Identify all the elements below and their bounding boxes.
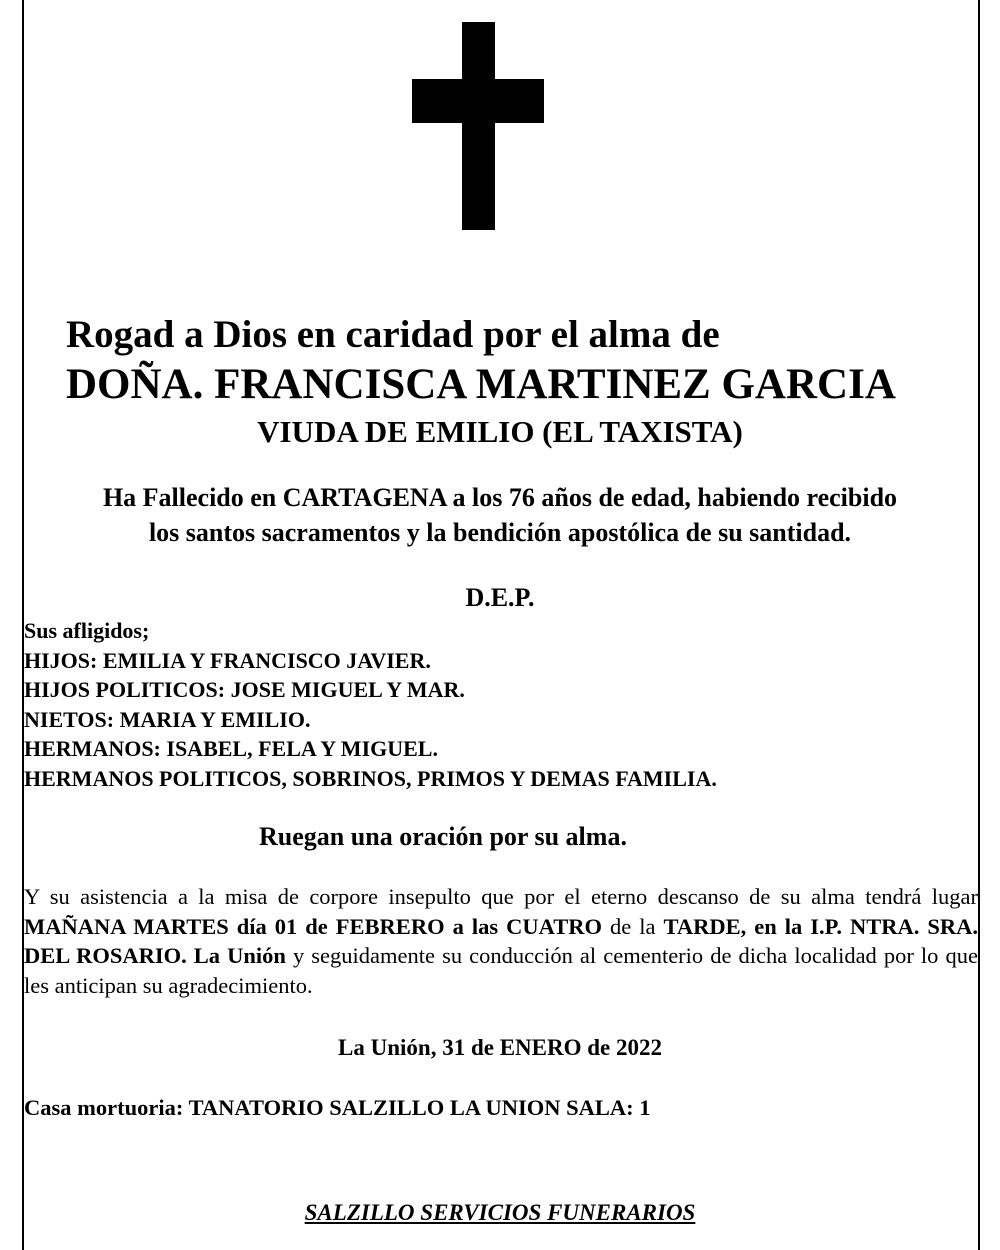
family-intro: Sus afligidos; — [24, 618, 150, 643]
death-notice-line-1: Ha Fallecido en CARTAGENA a los 76 años de edad, habiendo recibido — [102, 483, 898, 512]
cross-icon — [412, 22, 544, 230]
mass-text: y seguidamente su conducción al cementerio de dicha localidad por lo que les anticipan su agradecimiento. — [24, 943, 978, 998]
mass-paragraph — [24, 882, 978, 1000]
family-line: NIETOS: MARIA Y EMILIO. — [24, 706, 311, 732]
deceased-name: DOÑA. FRANCISCA MARTINEZ GARCIA — [66, 361, 896, 408]
family-line: HIJOS: EMILIA Y FRANCISCO JAVIER. — [24, 647, 431, 673]
family-line: HERMANOS: ISABEL, FELA Y MIGUEL. — [24, 736, 438, 761]
mass-location: TARDE, en la I.P. NTRA. SRA. DEL ROSARIO. La Unión — [24, 913, 978, 968]
deceased-subtitle: VIUDA DE EMILIO (EL TAXISTA) — [257, 414, 743, 449]
death-notice — [0, 480, 1000, 550]
death-notice-line-2: los santos sacramentos y la bendición apostólica de su santidad. — [148, 518, 852, 547]
notice-date: La Unión, 31 de ENERO de 2022 — [338, 1035, 662, 1060]
family-line: HERMANOS POLITICOS, SOBRINOS, PRIMOS Y DEMAS FAMILIA. — [24, 765, 717, 791]
funeral-services-signature: SALZILLO SERVICIOS FUNERARIOS — [304, 1200, 696, 1225]
funeral-home: Casa mortuoria: TANATORIO SALZILLO LA UNION SALA: 1 — [24, 1095, 651, 1120]
family-list — [24, 616, 717, 793]
dep-label: D.E.P. — [465, 583, 535, 612]
mass-text: de la — [601, 913, 664, 939]
prayer-request: Ruegan una oración por su alma. — [259, 822, 627, 851]
prayer-intro: Rogad a Dios en caridad por el alma de — [66, 313, 720, 356]
mass-text: Y su asistencia a la misa de corpore insepulto que por el eterno descanso de su alma tendrá lugar — [24, 884, 978, 909]
mass-date-time: MAÑANA MARTES día 01 de FEBRERO a las CUATRO — [24, 913, 602, 939]
family-line: HIJOS POLITICOS: JOSE MIGUEL Y MAR. — [24, 677, 465, 702]
